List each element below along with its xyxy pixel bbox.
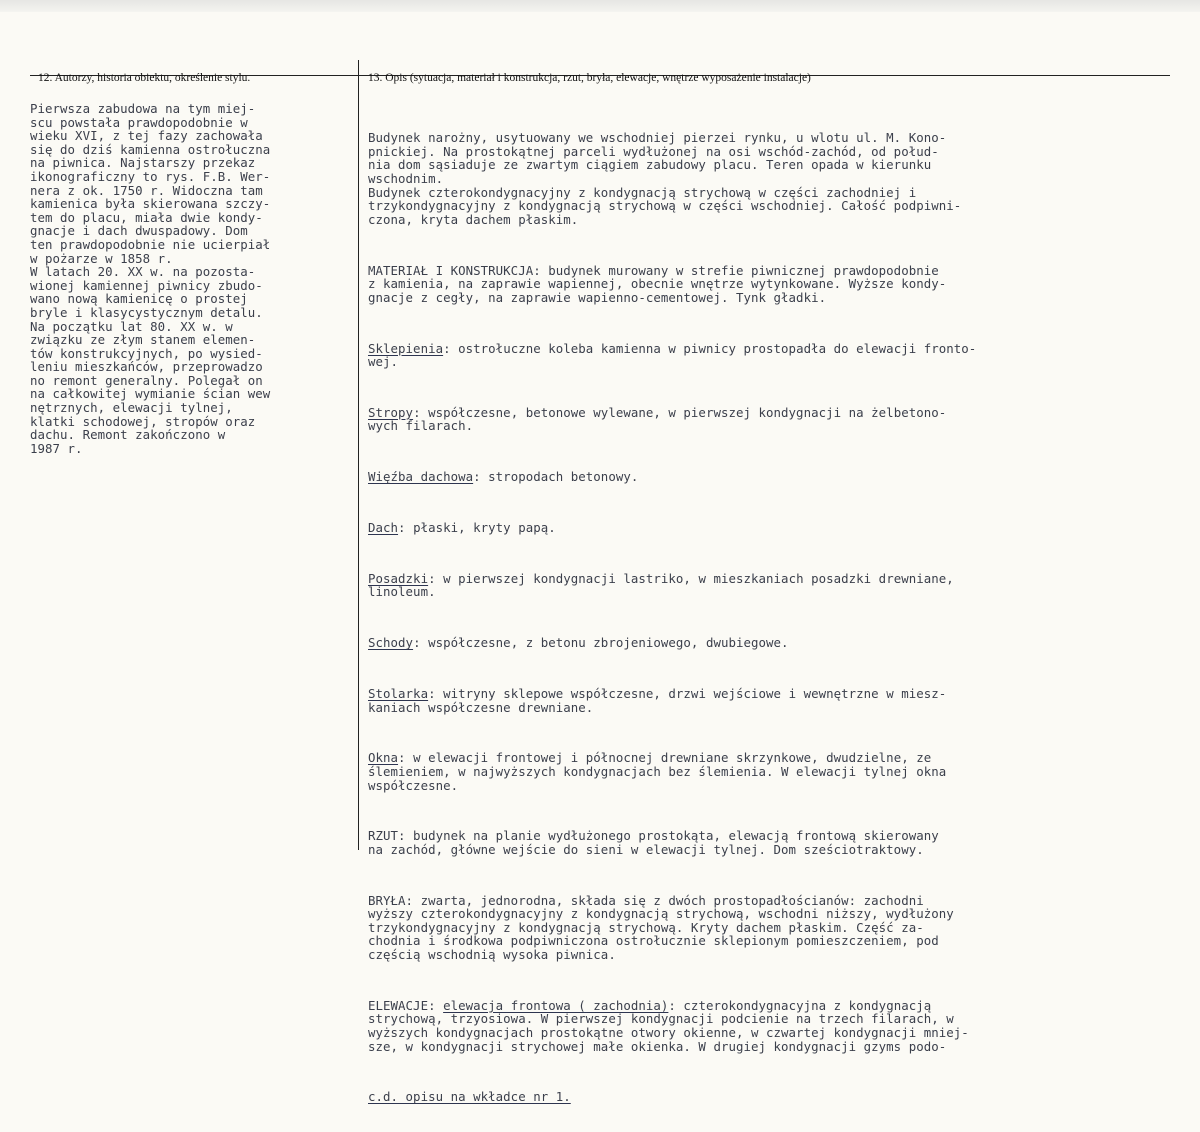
windows-entry bbox=[368, 751, 976, 792]
ceilings-text: : współczesne, betonowe wylewane, w pierwszej kondygnacji na żelbetono- wych filarach. bbox=[368, 404, 947, 434]
massing-paragraph: BRYŁA: zwarta, jednorodna, składa się z dwóch prostopadłościanów: zachodni wyższy czterokondygnacyjny z kondygnacją strychową, wschodni niższy, wydłużony trzykondygnacyjny z kondygnacją strychową. Kryty dachem płaskim. Część za- chodnia i środkowa podpiwniczona ostrołucznie sklepionym pomieszczeniem, pod częścią wschodnią wysoka piwnica. bbox=[368, 892, 954, 963]
stairs-entry bbox=[368, 636, 976, 650]
plan-paragraph: RZUT: budynek na planie wydłużonego prostokąta, elewacją frontową skierowany na zachód, główne wejście do sieni w elewacji tylnej. Dom sześciotraktowy. bbox=[368, 828, 939, 857]
floors-entry bbox=[368, 572, 976, 599]
vaults-text: : ostrołuczne koleba kamienna w piwnicy prostopadła do elewacji fronto- wej. bbox=[368, 340, 977, 370]
floors-label: Posadzki bbox=[368, 570, 429, 586]
history-paragraph-early: Pierwsza zabudowa na tym miej- scu powstała prawdopodobnie w wieku XVI, z tej fazy zachowała się do dziś kamienna ostrołuczna na piwnica. Najstarszy przekaz ikonograficzny to rys. F.B. Wer- nera z ok. 1750 r. Widoczna tam kamienica była skierowana szczy- tem do placu, miała dwie kondy- gnacje i dach dwuspadowy. Dom ten prawdopodobnie nie ucierpiał w pożarze w 1858 r. bbox=[30, 101, 271, 266]
stairs-text: : współczesne, z betonu zbrojeniowego, dwubiegowe. bbox=[413, 635, 789, 651]
history-paragraph-modern: W latach 20. XX w. na pozosta- wionej kamiennej piwnicy zbudo- wano nową kamienicę o prostej bryle i klasycystycznym detalu. Na początku lat 80. XX w. w związku ze złym stanem elemen- tów konstrukcyjnych, po wysied- leniu mieszkańców, przeprowadzo no remont generalny. Polegał on na całkowitej wymianie ścian wew nętrznych, elewacji tylnej, klatki schodowej, stropów oraz dachu. Remont zakończono w 1987 r. bbox=[30, 264, 271, 456]
front-elevation-label: elewacja frontowa ( zachodnia) bbox=[443, 997, 669, 1013]
vaults-entry bbox=[368, 342, 976, 369]
column-divider bbox=[358, 60, 359, 850]
windows-label: Okna bbox=[368, 750, 399, 766]
situation-paragraph: Budynek narożny, usytuowany we wschodniej pierzei rynku, u wlotu ul. M. Kono- pnickiej. Na prostokątnej parceli wydłużonej na osi wschód-zachód, od połud- nia dom sąsiaduje ze zwartym ciągiem zabudowy placu. Teren opada w kierunku wschodnim. Budynek czterokondygnacyjny z kondygnacją strychową w części zachodniej i trzykondygnacyjny z kondygnacją strychową w części wschodniej. Całość podpiwni- czona, kryta dachem płaskim. bbox=[368, 130, 962, 227]
continuation-text: c.d. opisu na wkładce nr 1. bbox=[368, 1089, 571, 1105]
material-paragraph: MATERIAŁ I KONSTRUKCJA: budynek murowany w strefie piwnicznej prawdopodobnie z kamienia, na zaprawie wapiennej, obecnie wnętrze wytynkowane. Wyższe kondy- gnacje z cegły, na zaprawie wapienno-cementowej. Tynk gładki. bbox=[368, 262, 947, 305]
stairs-label: Schody bbox=[368, 635, 414, 651]
joinery-label: Stolarka bbox=[368, 685, 429, 701]
roof-text: : płaski, kryty papą. bbox=[398, 520, 556, 536]
joinery-entry bbox=[368, 687, 976, 714]
roof-truss-label: Więźba dachowa bbox=[368, 469, 474, 485]
continuation-note bbox=[368, 1090, 976, 1104]
elevations-text: : czterokondygnacyjna z kondygnacją strychową, trzyosiowa. W pierwszej kondygnacji podcienie na trzech filarach, w wyższych kondygnacjach prostokątne otwory okienne, w czwartej kondygnacji mniej- sze, w kondygnacji strychowej małe okienka. W drugiej kondygnacji gzyms podo- bbox=[368, 997, 969, 1054]
elevations-prefix: ELEWACJE: bbox=[368, 997, 444, 1013]
history-column bbox=[30, 102, 270, 455]
windows-text: : w elewacji frontowej i północnej drewniane skrzynkowe, dwudzielne, ze ślemieniem, w najwyższych kondygnacjach bez ślemienia. W elewacji tylnej okna współczesne. bbox=[368, 750, 947, 793]
roof-entry bbox=[368, 521, 976, 535]
ceilings-label: Stropy bbox=[368, 404, 414, 420]
description-section-heading: 13. Opis (sytuacja, materiał i konstrukcja, rzut, bryła, elewacje, wnętrze wyposażenie instalacje) bbox=[368, 72, 811, 84]
vaults-label: Sklepienia bbox=[368, 340, 444, 356]
roof-label: Dach bbox=[368, 520, 399, 536]
monument-record-form bbox=[30, 60, 1170, 1105]
joinery-text: : witryny sklepowe współczesne, drzwi wejściowe i wewnętrzne w miesz- kaniach współczesne drewniane. bbox=[368, 685, 947, 715]
roof-truss-entry bbox=[368, 470, 976, 484]
scan-edge-strip bbox=[0, 0, 1200, 12]
elevations-entry bbox=[368, 999, 976, 1053]
roof-truss-text: : stropodach betonowy. bbox=[473, 469, 639, 485]
description-column bbox=[368, 104, 976, 1131]
ceilings-entry bbox=[368, 406, 976, 433]
floors-text: : w pierwszej kondygnacji lastriko, w mieszkaniach posadzki drewniane, linoleum. bbox=[368, 570, 954, 600]
history-section-heading: 12. Autorzy, historia obiektu, określenie stylu. bbox=[38, 72, 251, 84]
